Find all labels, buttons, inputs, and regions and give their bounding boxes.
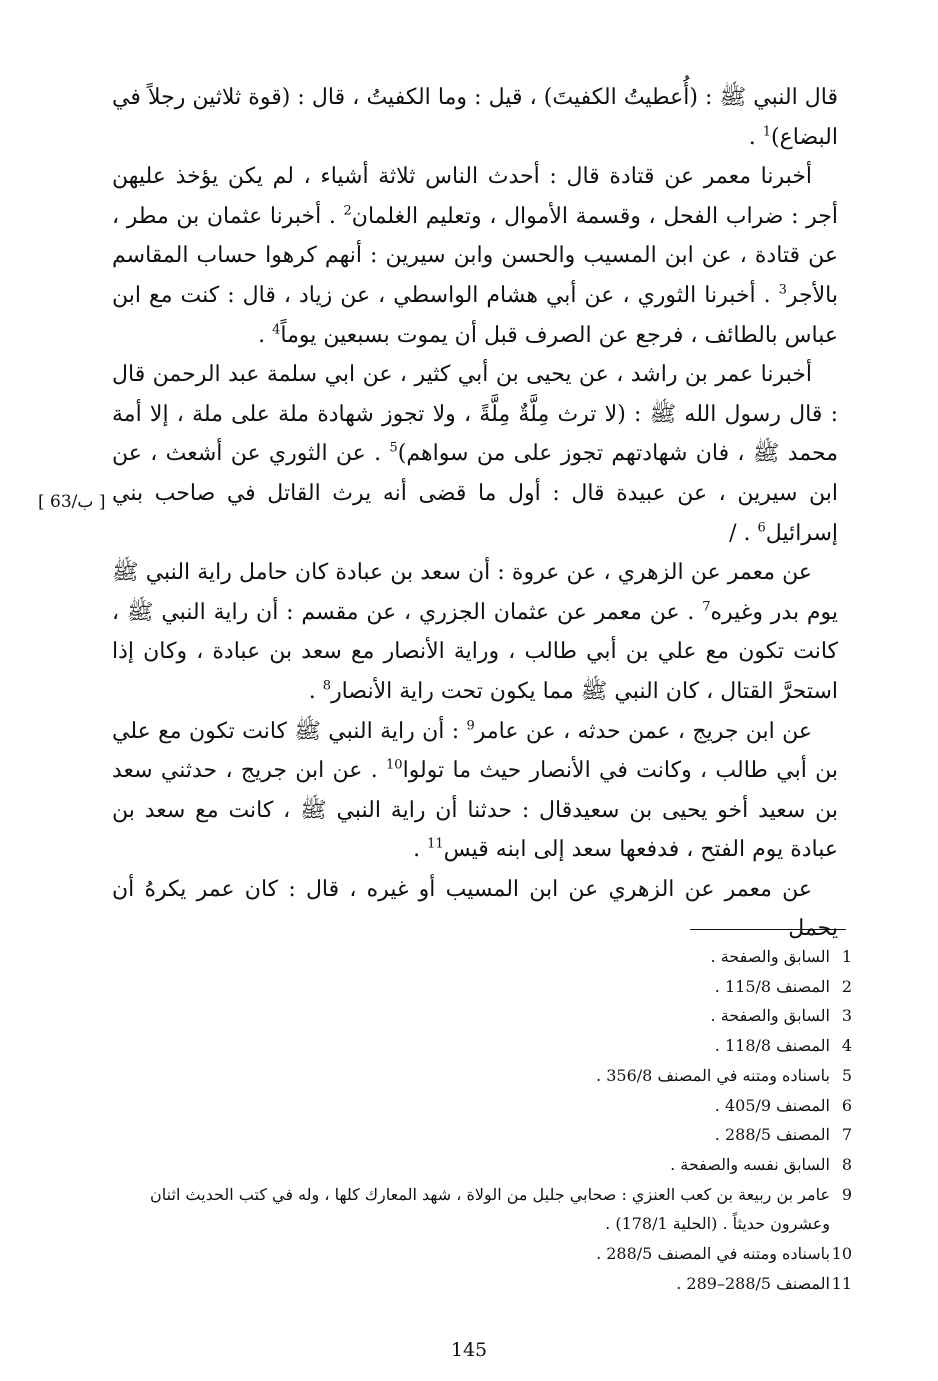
footnote-ref: 9 — [466, 718, 475, 734]
paragraph — [112, 78, 838, 157]
footnote — [100, 942, 852, 972]
footnote-text: السابق والصفحة . — [710, 1006, 830, 1026]
footnote-text: عامر بن ربيعة بن كعب العنزي : صحابي جليل من الولاة ، شهد المعارك كلها ، وله في كتب الحديث اثنان وعشرون حديثاً . (الحلية 178/1) . — [150, 1184, 830, 1234]
text-run: عن معمر عن الزهري ، عن عروة : أن سعد بن عبادة كان حامل راية النبي ﷺ يوم بدر وغيره — [112, 560, 838, 625]
footnote-number: 10 — [831, 1244, 852, 1264]
footnote — [100, 1001, 852, 1031]
page-number: 145 — [450, 1339, 488, 1361]
footnote-ref: 2 — [343, 203, 352, 219]
footnote-text: المصنف 288/5–289 . — [676, 1273, 830, 1293]
manuscript-folio-marker: [ 63/ب ] — [38, 492, 106, 512]
text-run: أخبرنا عمر بن راشد ، عن يحيى بن أبي كثير ، عن ابي سلمة عبد الرحمن قال : قال رسول الله ﷺ : (لا ترث مِلَّةٌ مِلَّةً ، ولا تجوز شهادة ملة على ملة ، إلا أمة محمد ﷺ ، فان شهادتهم تجوز على من سواهم) — [112, 362, 839, 467]
paragraph — [112, 870, 838, 949]
footnote — [100, 1031, 852, 1061]
footnote-ref: 11 — [427, 836, 444, 852]
footnote-number: 4 — [841, 1036, 852, 1056]
footnote-ref: 5 — [389, 441, 398, 457]
footnote-ref: 4 — [272, 322, 281, 338]
text-run: . — [748, 124, 763, 150]
footnote-text: المصنف 288/5 . — [714, 1125, 830, 1145]
footnote-separator — [690, 929, 846, 930]
text-run: . عن الثوري عن أشعث ، عن ابن سيرين ، عن عبيدة قال : أول ما قضى أنه يرث القاتل في صاحب بني إسرائيل — [112, 441, 838, 546]
footnote-ref: 1 — [762, 124, 772, 140]
footnote-text: المصنف 118/8 . — [714, 1036, 830, 1056]
text-run: . أخبرنا الثوري ، عن أبي هشام الواسطي ، عن زياد ، قال : كنت مع ابن عباس بالطائف ، فرجع عن الصرف قبل أن يموت بسبعين يوماً — [112, 282, 838, 348]
main-text — [112, 78, 838, 949]
footnote-number: 9 — [841, 1184, 852, 1204]
footnote — [100, 1061, 852, 1091]
text-run: . — [258, 322, 273, 348]
text-run: عن ابن جريج ، عمن حدثه ، عن عامر — [474, 718, 812, 744]
footnote — [100, 1239, 852, 1269]
footnote-number: 5 — [841, 1065, 852, 1085]
footnote-ref: 7 — [702, 599, 711, 615]
footnote-number: 1 — [841, 947, 852, 966]
footnote-text: المصنف 405/9 . — [714, 1095, 830, 1115]
footnote-ref: 8 — [322, 678, 332, 694]
footnote — [100, 1269, 852, 1299]
footnote-number: 11 — [831, 1273, 852, 1293]
footnote — [100, 972, 852, 1002]
footnote-ref: 3 — [778, 282, 787, 298]
footnote-ref: 10 — [386, 757, 403, 773]
footnote — [100, 1091, 852, 1121]
text-run: . / — [729, 520, 758, 546]
text-run: . أخبرنا عثمان بن مطر ، عن قتادة ، عن ابن المسيب والحسن وابن سيرين : أنهم كرهوا حساب المقاسم بالأجر — [112, 203, 838, 308]
footnote-text: السابق والصفحة . — [710, 947, 830, 966]
paragraph — [112, 712, 838, 870]
footnote — [100, 1150, 852, 1180]
footnote-number: 3 — [841, 1006, 852, 1026]
footnote — [100, 1120, 852, 1150]
text-run: : أن راية النبي ﷺ كانت تكون مع علي بن أبي طالب ، وكانت في الأنصار حيث ما تولوا — [112, 718, 838, 784]
footnote-ref: 6 — [757, 520, 766, 536]
footnote-number: 6 — [841, 1095, 852, 1115]
text-run: . — [413, 837, 428, 863]
paragraph — [112, 553, 838, 711]
text-run: أخبرنا معمر عن قتادة قال : أحدث الناس ثلاثة أشياء ، لم يكن يؤخذ عليهن أجر : ضراب الفحل ، وقسمة الأموال ، وتعليم الغلمان — [112, 164, 838, 229]
footnotes — [100, 942, 852, 1298]
text-run: عن معمر عن الزهري عن ابن المسيب أو غيره ، قال : كان عمر يكرهُ أن يحمل — [112, 876, 838, 942]
footnote-text: المصنف 115/8 . — [714, 976, 830, 996]
text-run: قال النبي ﷺ : (أُعطيتُ الكفيتَ) ، قيل : وما الكفيتُ ، قال : (قوة ثلاثين رجلاً في البضاع) — [112, 85, 838, 150]
footnote-number: 2 — [841, 976, 852, 996]
footnote-text: باسناده ومتنه في المصنف 356/8 . — [596, 1065, 830, 1085]
footnote-number: 8 — [841, 1154, 852, 1174]
footnote — [100, 1180, 852, 1239]
footnote-text: باسناده ومتنه في المصنف 288/5 . — [596, 1244, 830, 1264]
text-run: . عن ابن جريج ، حدثني سعد بن سعيد أخو يحيى بن سعيدقال : حدثنا أن راية النبي ﷺ ، كانت مع سعد بن عبادة يوم الفتح ، فدفعها سعد إلى ابنه قيس — [112, 758, 838, 863]
paragraph — [112, 157, 838, 355]
text-run: . — [308, 678, 323, 704]
footnote-text: السابق نفسه والصفحة . — [670, 1154, 830, 1174]
paragraph — [112, 355, 838, 553]
footnote-number: 7 — [841, 1125, 852, 1145]
text-run: . عن معمر عن عثمان الجزري ، عن مقسم : أن راية النبي ﷺ ، كانت تكون مع علي بن أبي طالب ، وراية الأنصار مع سعد بن عبادة ، وكان إذا استحرَّ القتال ، كان النبي ﷺ مما يكون تحت راية الأنصار — [112, 599, 838, 704]
